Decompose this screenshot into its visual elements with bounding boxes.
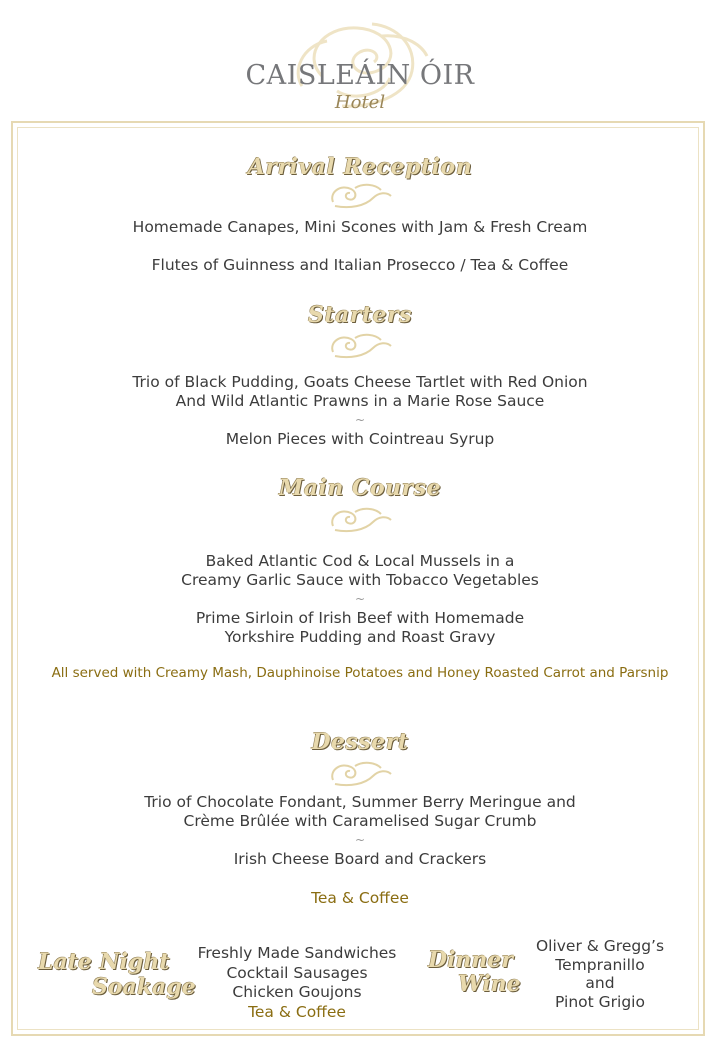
main-separator: ~ — [354, 592, 366, 606]
main-course-heading: Main Course — [278, 475, 442, 501]
dessert-tea-coffee: Tea & Coffee — [311, 889, 409, 907]
late-night-item: Cocktail Sausages — [226, 963, 368, 982]
starter-2: Melon Pieces with Cointreau Syrup — [225, 430, 495, 448]
late-night-items — [192, 944, 402, 1022]
hotel-logo — [0, 12, 720, 112]
late-night-heading-line-2: Soakage — [92, 974, 196, 1000]
wine-heading-line-1: Dinner — [428, 947, 514, 973]
late-night-heading-line-1: Late Night — [38, 949, 170, 975]
dessert-1-line-2: Crème Brûlée with Caramelised Sugar Crumb — [183, 812, 537, 830]
wine-item: Pinot Grigio — [555, 992, 645, 1011]
wine-item: Oliver & Gregg’s — [535, 937, 665, 955]
dessert-2: Irish Cheese Board and Crackers — [233, 850, 487, 868]
late-night-item: Freshly Made Sandwiches — [197, 944, 397, 962]
dessert-1-line-1: Trio of Chocolate Fondant, Summer Berry Meringue and — [144, 793, 576, 811]
wine-item: Tempranillo — [555, 955, 645, 974]
swirl-ornament-icon — [325, 330, 395, 360]
swirl-ornament-icon — [325, 504, 395, 534]
wine-items — [520, 937, 680, 1011]
starters-heading: Starters — [307, 302, 413, 328]
starter-1-line-1: Trio of Black Pudding, Goats Cheese Tartlet with Red Onion — [132, 373, 588, 391]
dessert-heading: Dessert — [311, 729, 409, 755]
swirl-ornament-icon — [325, 758, 395, 788]
main-1-line-2: Creamy Garlic Sauce with Tobacco Vegetables — [181, 571, 539, 589]
starter-separator: ~ — [354, 413, 366, 427]
hotel-name: CAISLEÁIN ÓIR — [245, 60, 475, 91]
wine-heading-line-2: Wine — [458, 971, 521, 997]
late-night-item: Chicken Goujons — [232, 983, 362, 1001]
late-night-item: Tea & Coffee — [248, 1002, 346, 1021]
main-2-line-2: Yorkshire Pudding and Roast Gravy — [224, 628, 496, 646]
arrival-item-1: Homemade Canapes, Mini Scones with Jam & Fresh Cream — [132, 218, 588, 236]
dessert-separator: ~ — [354, 833, 366, 847]
wine-item: and — [585, 974, 615, 992]
swirl-ornament-icon — [325, 180, 395, 210]
arrival-heading: Arrival Reception — [247, 154, 473, 180]
main-2-line-1: Prime Sirloin of Irish Beef with Homemade — [195, 609, 525, 627]
sides-note: All served with Creamy Mash, Dauphinoise Potatoes and Honey Roasted Carrot and Parsnip — [51, 665, 669, 681]
arrival-item-2: Flutes of Guinness and Italian Prosecco / Tea & Coffee — [151, 256, 569, 274]
main-1-line-1: Baked Atlantic Cod & Local Mussels in a — [205, 552, 515, 570]
starter-1-line-2: And Wild Atlantic Prawns in a Marie Rose Sauce — [175, 392, 545, 410]
hotel-subtitle: Hotel — [334, 92, 386, 113]
